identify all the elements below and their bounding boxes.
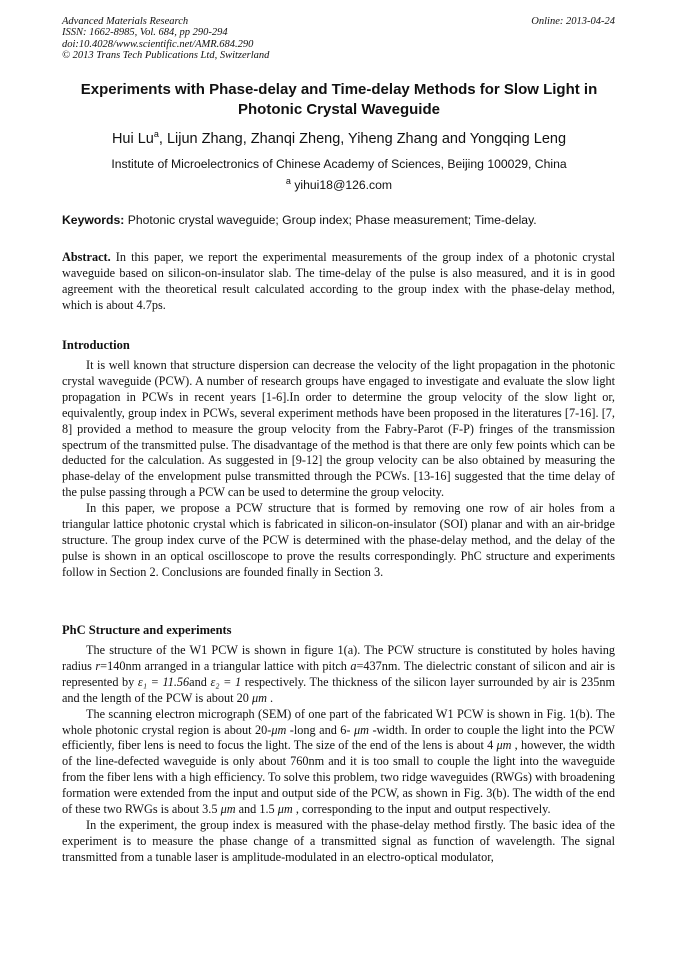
text-run: -long and 6- bbox=[286, 722, 354, 737]
text-run: =437nm. The dielectric constant of silicon and air is represented by bbox=[62, 658, 615, 689]
phc-paragraph-2 bbox=[62, 707, 615, 818]
email-superscript: a bbox=[285, 175, 291, 186]
paper-title bbox=[40, 80, 638, 120]
math-a: a bbox=[350, 658, 357, 673]
issn: ISSN: 1662-8985, Vol. 684, pp 290-294 bbox=[62, 27, 228, 39]
unit-micron: μm bbox=[251, 690, 267, 705]
email-line bbox=[40, 175, 638, 192]
unit-micron: μm bbox=[271, 722, 287, 737]
text-run: The structure of the W1 PCW is shown in figure 1(a). The PCW structure is constituted by holes having radius bbox=[62, 643, 615, 673]
keywords bbox=[62, 213, 537, 227]
doi: doi:10.4028/www.scientific.net/AMR.684.290 bbox=[62, 38, 254, 50]
other-authors: , Lijun Zhang, Zhanqi Zheng, Yiheng Zhang and Yongqing Leng bbox=[158, 131, 567, 147]
text-run: , corresponding to the input and output respectively. bbox=[292, 802, 551, 817]
email-address: yihui18@126.com bbox=[294, 178, 393, 192]
unit-micron: μm bbox=[277, 802, 293, 817]
keywords-text: Photonic crystal waveguide; Group index; Phase measurement; Time-delay. bbox=[127, 213, 537, 227]
unit-micron: μm bbox=[220, 802, 236, 817]
text-run: The scanning electron micrograph (SEM) of one part of the fabricated W1 PCW is shown in Fig. 1(b). The whole photonic crystal region is about 20- bbox=[62, 706, 615, 737]
title-line-1: Experiments with Phase-delay and Time-delay Methods for Slow Light in bbox=[80, 81, 598, 98]
text-run: , however, the width of the line-defected waveguide is only about 760nm and it is too small to couple the light into the waveguide from the fiber lens with a high efficiency. To solve this problem, two ridge waveguides (RWGs) with broadening formation were extended from the input and output side of the PCW, as shown in Fig. 3(b). The width of the end of these two RWGs is about 3.5 bbox=[62, 738, 615, 817]
phc-paragraph-3: In the experiment, the group index is measured with the phase-delay method firstly. The basic idea of the experiment is to measure the phase change of a transmitted signal as function of wavelength. The signal transmitted from a tunable laser is amplitude-modulated in an electro-optical modulator, bbox=[62, 817, 615, 864]
intro-paragraph-2: In this paper, we propose a PCW structure that is formed by removing one row of air holes from a triangular lattice photonic crystal which is fabricated in silicon-on-insulator (SOI) planar and with an air-bridge structure. The group index curve of the PCW is determined with the phase-delay method, and the delay of the pulse is shown in an optical oscilloscope to prove the results correspondingly. PhC structure and experiments follow in Section 2. Conclusions are founded finally in Section 3. bbox=[62, 501, 615, 579]
copyright: © 2013 Trans Tech Publications Ltd, Switzerland bbox=[62, 50, 270, 62]
phc-body bbox=[62, 643, 615, 866]
text-run: =140nm arranged in a triangular lattice with pitch bbox=[100, 658, 351, 673]
abstract bbox=[62, 250, 615, 314]
unit-micron: μm bbox=[353, 722, 369, 737]
title-line-2: Photonic Crystal Waveguide bbox=[238, 101, 440, 118]
journal-header bbox=[62, 16, 269, 62]
intro-paragraph-1: It is well known that structure dispersion can decrease the velocity of the light propagation in the photonic crystal waveguide (PCW). A number of research groups have engaged to investigate and evaluate the slow light propagation in PCWs in recent years [1-6].In order to determine the group velocity of the slow light or, equivalently, group index in PCWs, several experiment methods have been proposed in the literatures [7-16]. [7, 8] provided a method to measure the group velocity from the Fabry-Parot (F-P) fringes of the transmission spectrum of the transmitted pulse. The disadvantage of the method is that there are only few points which can be deducted for the calculation. As suggested in [9-12] the group velocity can be also obtained by measuring the phase-delay of the envelopment pulse transmitted through the PCWs. [13-16] suggested that the time delay of the pulse passing through a PCW can be used to determine the group velocity. bbox=[62, 358, 615, 500]
section-heading-introduction: Introduction bbox=[62, 338, 130, 352]
first-author: Hui Lu bbox=[111, 131, 154, 147]
text-run: -width. In order to couple the light into the PCW efficiently, fiber lens is need to focus the light. The size of the end of the lens is about 4 bbox=[62, 722, 615, 753]
author-list bbox=[40, 131, 638, 147]
online-date: Online: 2013-04-24 bbox=[531, 16, 615, 27]
introduction-body bbox=[62, 358, 615, 581]
journal-name: Advanced Materials Research bbox=[62, 16, 189, 27]
section-heading-phc: PhC Structure and experiments bbox=[62, 623, 232, 637]
text-run: and bbox=[189, 674, 207, 689]
keywords-label: Keywords: bbox=[62, 213, 125, 227]
affiliation: Institute of Microelectronics of Chinese Academy of Sciences, Beijing 100029, China bbox=[111, 157, 567, 171]
text-run: and 1.5 bbox=[235, 802, 278, 817]
unit-micron: μm bbox=[496, 738, 512, 753]
abstract-text: In this paper, we report the experimental measurements of the group index of a photonic crystal waveguide based on silicon-on-insulator slab. The time-delay of the pulse is also measured, and it is in good agreement with the theoretical result calculated according to the group index with the phase-delay method, which is about 4.7ps. bbox=[62, 250, 616, 312]
phc-paragraph-1 bbox=[62, 643, 615, 707]
math-epsilon-1: ε₁ = 11.56 bbox=[137, 674, 190, 689]
abstract-label: Abstract. bbox=[62, 250, 111, 264]
text-run: . bbox=[266, 690, 274, 705]
author-superscript: a bbox=[153, 129, 159, 140]
math-epsilon-2: ε₂ = 1 bbox=[210, 674, 242, 689]
text-run: respectively. The thickness of the silicon layer surrounded by air is 235nm and the length of the PCW is about 20 bbox=[62, 674, 616, 705]
math-r: r bbox=[95, 658, 101, 673]
